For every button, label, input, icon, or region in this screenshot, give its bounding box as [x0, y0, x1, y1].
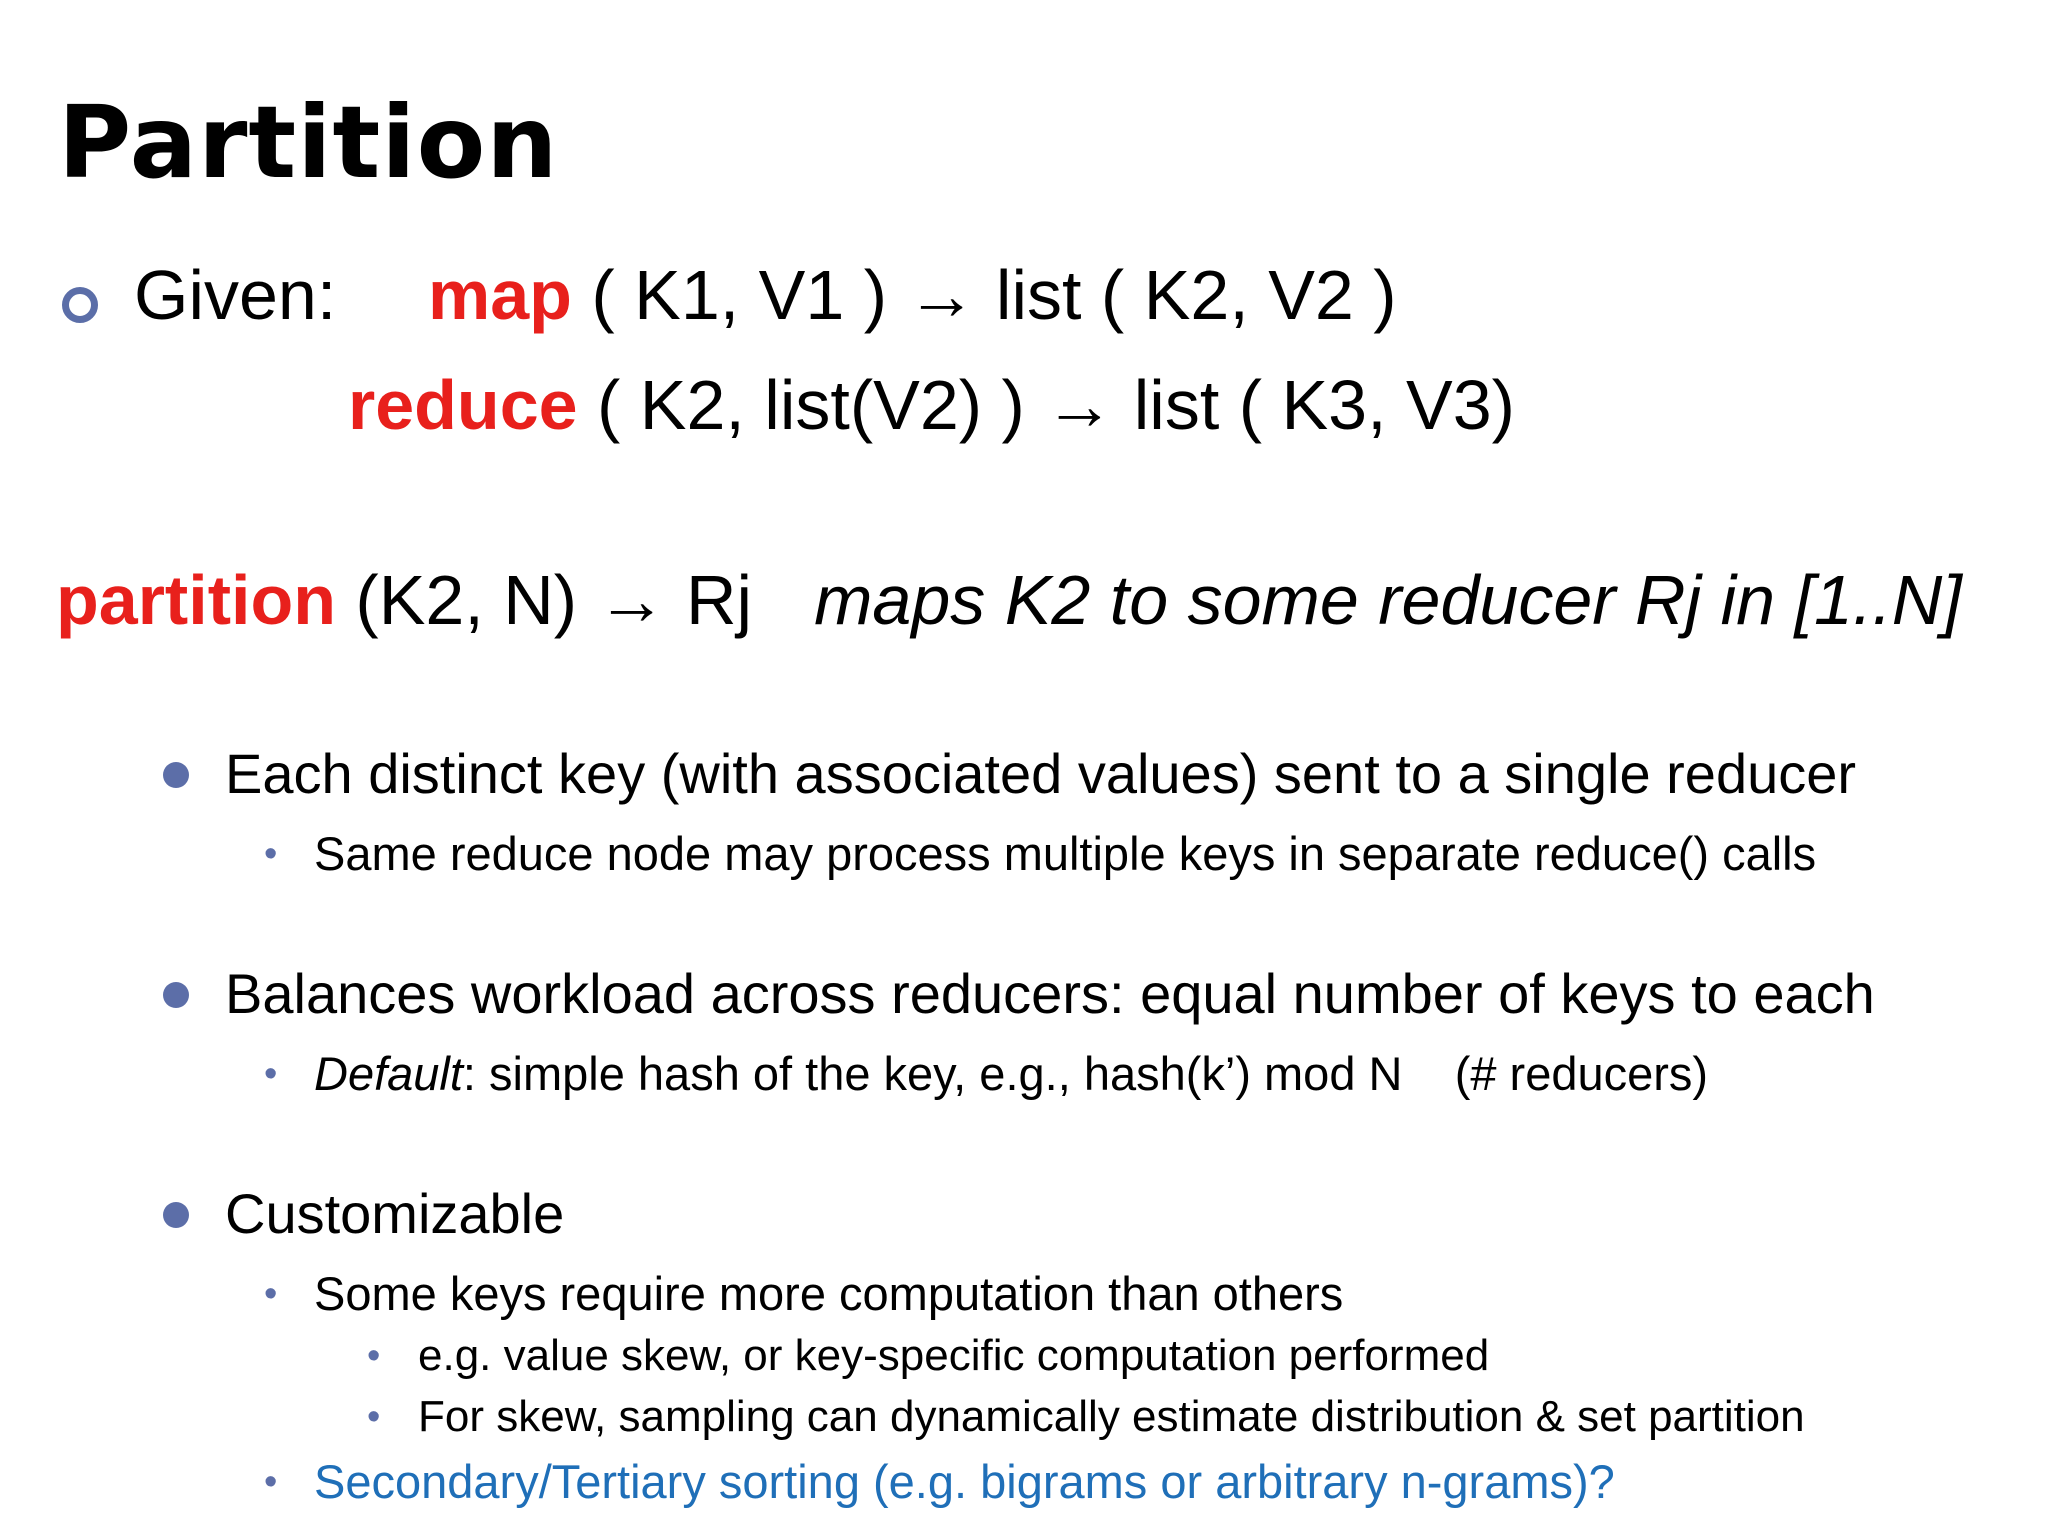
small-dot-bullet-icon: •	[264, 833, 278, 875]
ring-bullet-icon	[62, 287, 98, 323]
small-dot-bullet-icon: •	[367, 1335, 381, 1377]
map-signature-line	[428, 255, 1397, 335]
reduce-signature: ( K2, list(V2) ) → list ( K3, V3)	[577, 366, 1515, 444]
filled-circle-bullet-icon	[163, 762, 189, 788]
partition-signature: (K2, N) → Rj	[335, 561, 753, 639]
bullet-2-text: Balances workload across reducers: equal number of keys to each	[225, 962, 1875, 1025]
partition-signature-line	[56, 560, 1962, 640]
map-signature: ( K1, V1 ) → list ( K2, V2 )	[571, 256, 1397, 334]
bullet-3-subsub-1: e.g. value skew, or key-specific computation performed	[418, 1331, 1490, 1380]
filled-circle-bullet-icon	[163, 982, 189, 1008]
small-dot-bullet-icon: •	[264, 1273, 278, 1315]
bullet-3-subsub-2: For skew, sampling can dynamically estimate distribution & set partition	[418, 1392, 1805, 1441]
partition-keyword: partition	[56, 561, 336, 639]
bullet-3-text: Customizable	[225, 1182, 565, 1245]
reduce-signature-line	[348, 365, 1515, 445]
filled-circle-bullet-icon	[163, 1202, 189, 1228]
bullet-1-sub-1: Same reduce node may process multiple keys in separate reduce() calls	[314, 827, 1817, 880]
default-rest: : simple hash of the key, e.g., hash(k’) mod N (# reducers)	[462, 1047, 1709, 1100]
reduce-keyword: reduce	[348, 366, 578, 444]
small-dot-bullet-icon: •	[367, 1396, 381, 1438]
map-keyword: map	[428, 256, 572, 334]
bullet-3-sub-2: Secondary/Tertiary sorting (e.g. bigrams or arbitrary n-grams)?	[314, 1455, 1615, 1508]
bullet-3-sub-1: Some keys require more computation than others	[314, 1267, 1344, 1320]
bullet-1-text: Each distinct key (with associated values) sent to a single reducer	[225, 742, 1857, 805]
small-dot-bullet-icon: •	[264, 1053, 278, 1095]
partition-description: maps K2 to some reducer Rj in [1..N]	[814, 561, 1962, 639]
small-dot-bullet-icon: •	[264, 1461, 278, 1503]
slide-title: Partition	[58, 84, 559, 201]
default-label: Default	[314, 1047, 463, 1100]
given-label: Given:	[134, 256, 337, 334]
bullet-2-sub-1	[314, 1046, 1708, 1102]
